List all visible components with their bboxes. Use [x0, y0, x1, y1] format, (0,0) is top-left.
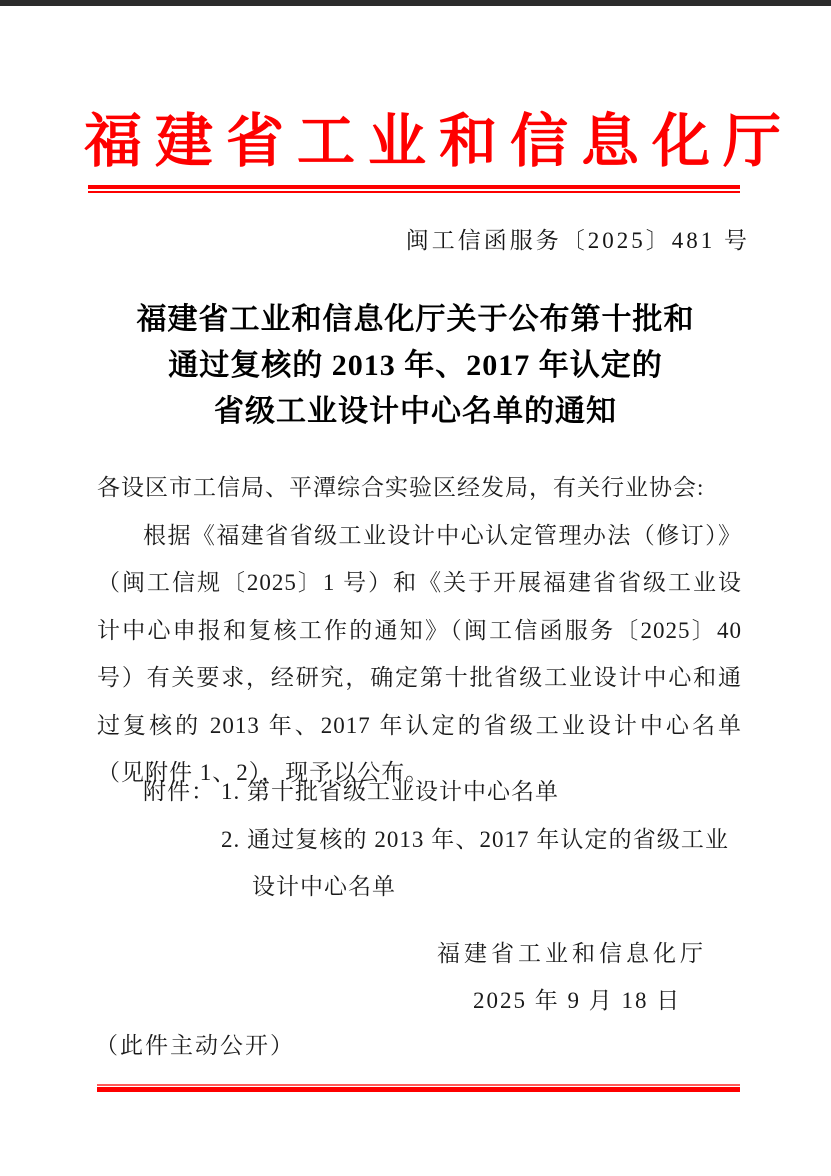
letterhead-divider-thin-line: [88, 191, 740, 193]
body-paragraph: 根据《福建省省级工业设计中心认定管理办法（修订）》（闽工信规〔2025〕1 号）和《关于开展福建省省级工业设计中心申报和复核工作的通知》（闽工信函服务〔2025〕40 号）有关要求，经研究，确定第十批省级工业设计中心和通过复核的 2013 年、2017 年认定的省级工业设计中心名单（见附件 1、2），现予以公布。: [97, 522, 742, 785]
document-title-line-3: 省级工业设计中心名单的通知: [214, 395, 617, 428]
signature-agency-name: 福建省工业和信息化厅: [437, 941, 707, 966]
salutation: 各设区市工信局、平潭综合实验区经发局，有关行业协会:: [97, 475, 705, 500]
disclosure-note: （此件主动公开）: [95, 1033, 295, 1058]
attachments-block: [143, 768, 729, 911]
document-number: 闽工信函服务〔2025〕481 号: [405, 228, 750, 253]
footer-divider: [97, 1084, 740, 1092]
signature-date: 2025 年 9 月 18 日: [473, 988, 682, 1013]
letterhead-agency-name: 福建省工业和信息化厅: [84, 109, 795, 174]
attachment-item-1: 1. 第十批省级工业设计中心名单: [221, 779, 559, 804]
attachments-label: 附件：: [143, 779, 215, 804]
document-title: [60, 297, 771, 435]
letterhead-divider: [88, 185, 740, 193]
footer-divider-thick-line: [97, 1087, 740, 1092]
document-title-line-1: 福建省工业和信息化厅关于公布第十批和: [136, 303, 695, 336]
document-title-line-2: 通过复核的 2013 年、2017 年认定的: [168, 349, 663, 382]
attachment-item-2: 2. 通过复核的 2013 年、2017 年认定的省级工业设计中心名单: [221, 826, 729, 899]
attachments-items: [221, 768, 729, 911]
document-body: [97, 464, 742, 797]
scan-top-edge-bar: [0, 0, 831, 6]
